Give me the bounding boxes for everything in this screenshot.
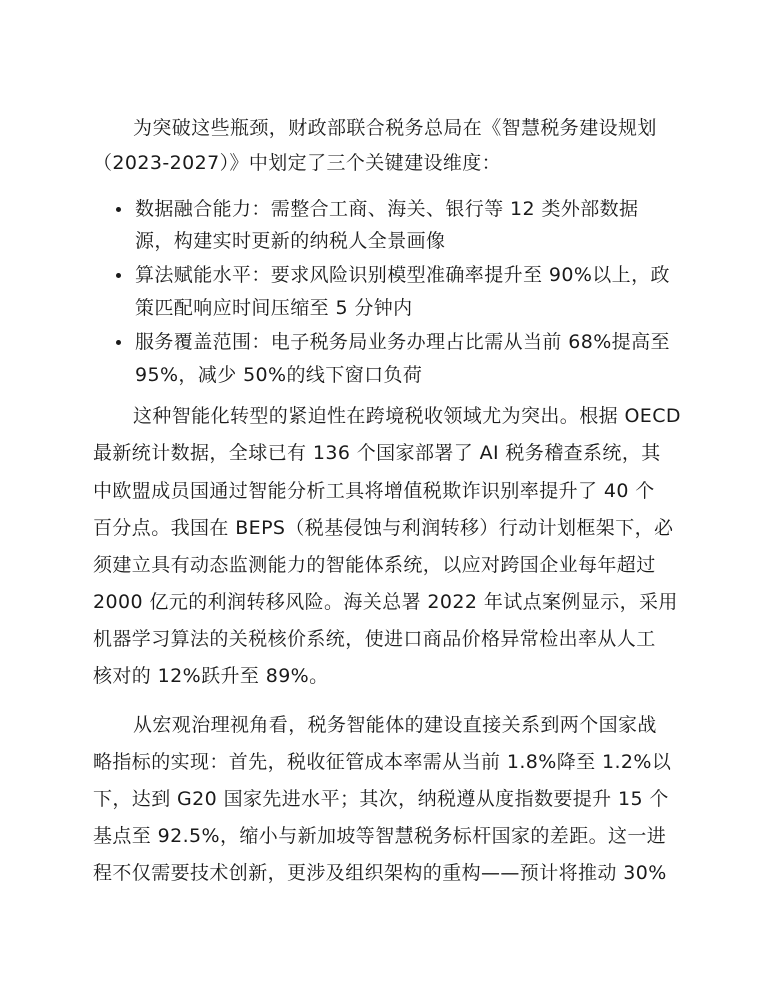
para3-line-4: 基点至 92.5%，缩小与新加坡等智慧税务标杆国家的差距。这一进	[93, 825, 667, 847]
para2-line-5: 须建立具有动态监测能力的智能体系统，以应对跨国企业每年超过	[93, 554, 656, 576]
bullet-3-line-1: 服务覆盖范围：电子税务局业务办理占比需从当前 68%提高至	[135, 331, 670, 353]
bullet-1-line-2: 源，构建实时更新的纳税人全景画像	[135, 230, 446, 252]
para2-line-2: 最新统计数据，全球已有 136 个国家部署了 AI 税务稽查系统，其	[93, 442, 661, 464]
para3-line-1: 从宏观治理视角看，税务智能体的建设直接关系到两个国家战	[133, 714, 657, 736]
para2-line-3: 中欧盟成员国通过智能分析工具将增值税欺诈识别率提升了 40 个	[93, 480, 655, 502]
para2-line-4: 百分点。我国在 BEPS（税基侵蚀与利润转移）行动计划框架下，必	[93, 517, 674, 539]
para2-line-8: 核对的 12%跃升至 89%。	[93, 665, 329, 687]
bullet-2-line-1: 算法赋能水平：要求风险识别模型准确率提升至 90%以上，政	[135, 264, 670, 286]
para2-line-1: 这种智能化转型的紧迫性在跨境税收领域尤为突出。根据 OECD	[133, 405, 681, 427]
bullet-3-line-2: 95%，减少 50%的线下窗口负荷	[135, 364, 423, 386]
bullet-marker	[116, 340, 121, 345]
para3-line-3: 下，达到 G20 国家先进水平；其次，纳税遵从度指数要提升 15 个	[93, 788, 669, 810]
para3-line-5: 程不仅需要技术创新，更涉及组织架构的重构——预计将推动 30%	[93, 862, 667, 884]
para2-line-7: 机器学习算法的关税核价系统，使进口商品价格异常检出率从人工	[93, 628, 656, 650]
para2-line-6: 2000 亿元的利润转移风险。海关总署 2022 年试点案例显示，采用	[93, 591, 678, 613]
intro-line-1: 为突破这些瓶颈，财政部联合税务总局在《智慧税务建设规划	[133, 117, 657, 139]
bullet-1-line-1: 数据融合能力：需整合工商、海关、银行等 12 类外部数据	[135, 198, 639, 220]
bullet-marker	[116, 273, 121, 278]
bullet-marker	[116, 207, 121, 212]
bullet-2-line-2: 策匹配响应时间压缩至 5 分钟内	[135, 297, 413, 319]
intro-line-2: （2023-2027）》中划定了三个关键建设维度：	[93, 152, 502, 174]
para3-line-2: 略指标的实现：首先，税收征管成本率需从当前 1.8%降至 1.2%以	[93, 751, 672, 773]
